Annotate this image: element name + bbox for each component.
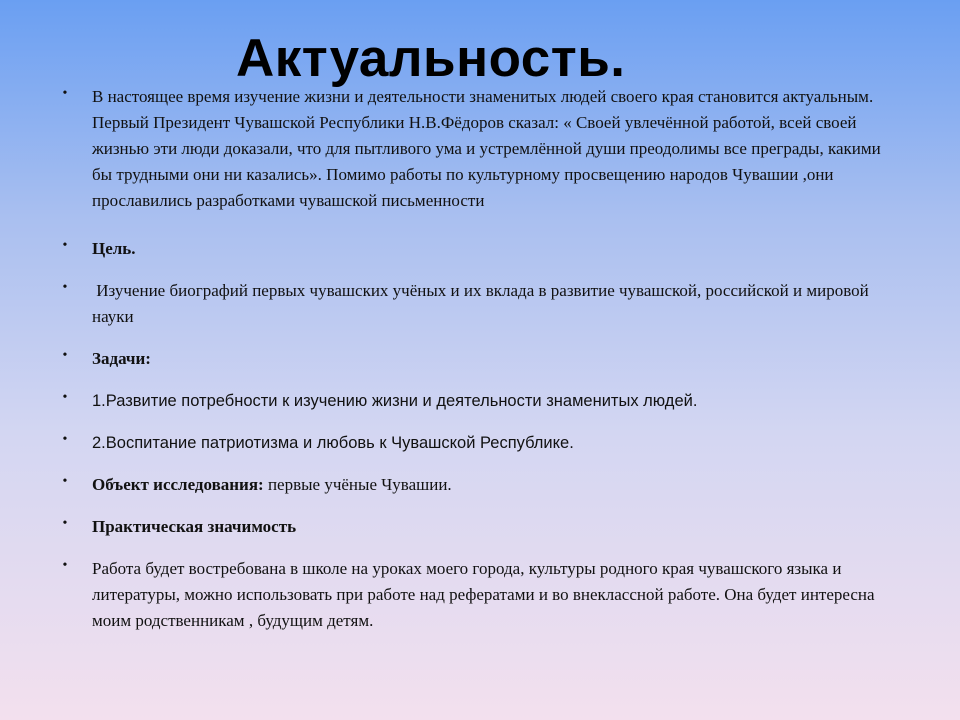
practical-heading: Практическая значимость — [92, 517, 297, 536]
bullet-dot: • — [62, 474, 68, 489]
object-heading: Объект исследования: — [92, 475, 264, 494]
goal-heading: Цель. — [92, 239, 136, 258]
bullet-list — [60, 84, 890, 650]
task-1: 1.Развитие потребности к изучению жизни и деятельности знаменитых людей. — [92, 392, 698, 410]
relevance-paragraph: В настоящее время изучение жизни и деятельности знаменитых людей своего края становится актуальным. Первый Президент Чувашской Республики Н.В.Фёдоров сказал: « Своей увлечённой работой, всей своей жизнью эти люди доказали, что для пытливого ума и устремлённой души преодолимы все преграды, какими бы трудными они ни казались». Помимо работы по культурному просвещению народов Чувашии ,они прославились разработками чувашской письменности — [92, 87, 881, 210]
list-item — [60, 346, 890, 372]
bullet-dot: • — [62, 558, 68, 573]
slide-title: Актуальность. — [236, 29, 626, 88]
bullet-dot: • — [62, 390, 68, 405]
bullet-dot: • — [62, 238, 68, 253]
bullet-dot: • — [62, 516, 68, 531]
bullet-dot: • — [62, 280, 68, 295]
bullet-dot: • — [62, 348, 68, 363]
list-item — [60, 472, 890, 498]
bullet-dot: • — [62, 432, 68, 447]
list-item — [60, 236, 890, 262]
list-item — [60, 388, 890, 414]
goal-text: Изучение биографий первых чувашских учёных и их вклада в развитие чувашской, российской и мировой науки — [92, 281, 873, 326]
list-item — [60, 556, 890, 634]
list-item — [60, 278, 890, 330]
task-2: 2.Воспитание патриотизма и любовь к Чувашской Республике. — [92, 434, 574, 452]
tasks-heading: Задачи: — [92, 349, 151, 368]
list-item — [60, 514, 890, 540]
practical-text: Работа будет востребована в школе на уроках моего города, культуры родного края чувашского языка и литературы, можно использовать при работе над рефератами и во внеклассной работе. Она будет интересна моим родственникам , будущим детям. — [92, 559, 875, 630]
list-item — [60, 84, 890, 214]
object-text: первые учёные Чувашии. — [263, 475, 452, 494]
list-item — [60, 430, 890, 456]
bullet-dot: • — [62, 86, 68, 101]
